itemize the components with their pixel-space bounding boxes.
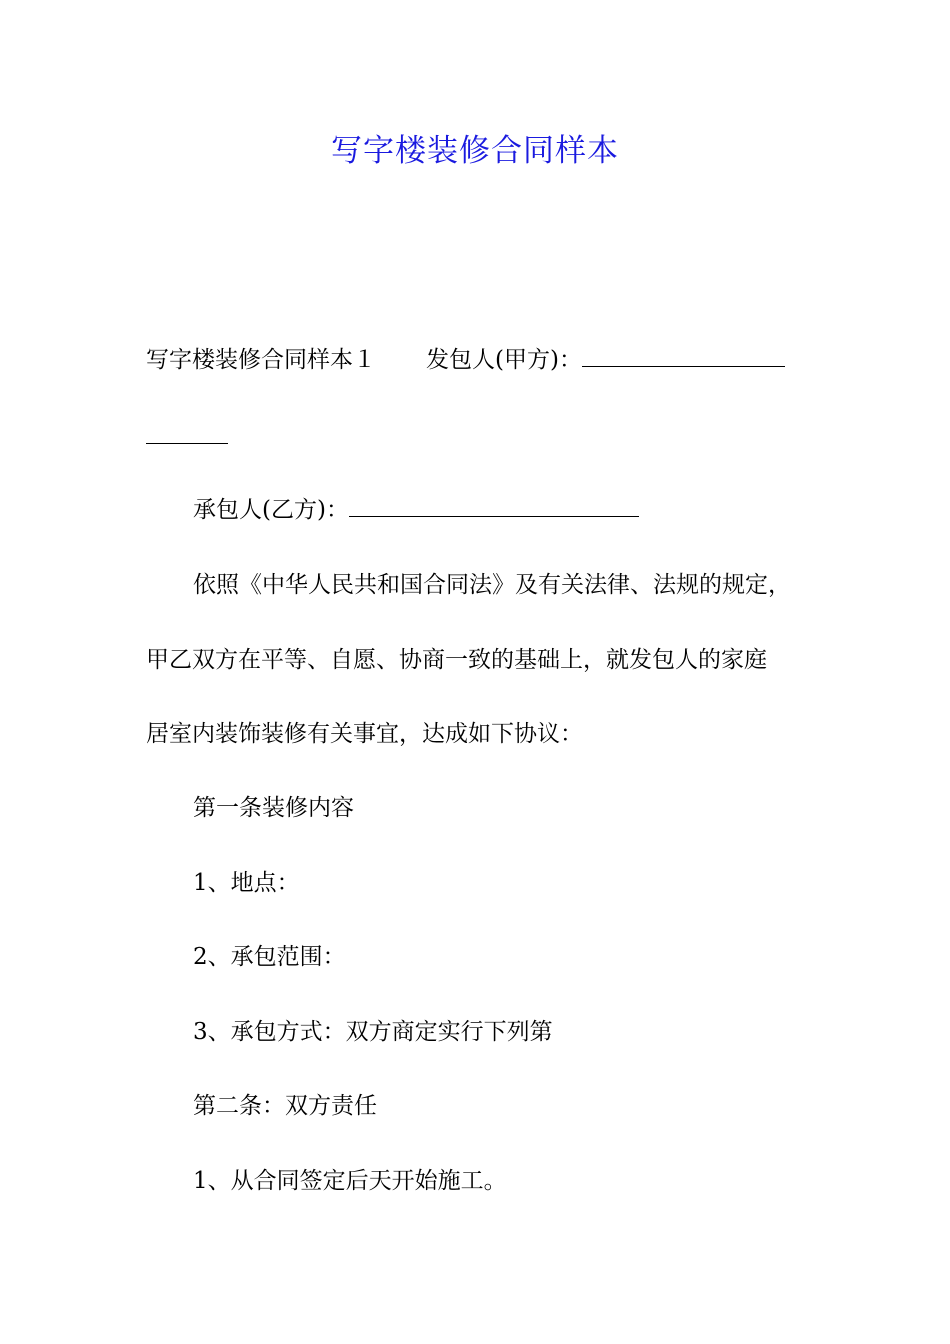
preamble-line-1: 依照《中华人民共和国合同法》及有关法律、法规的规定， bbox=[193, 572, 791, 598]
preamble-line-2: 甲乙双方在平等、自愿、协商一致的基础上，就发包人的家庭 bbox=[146, 647, 767, 673]
party-a-blank bbox=[582, 344, 785, 367]
article-1-item-location: 1、地点： bbox=[193, 870, 300, 896]
article-1-heading: 第一条装修内容 bbox=[193, 795, 354, 821]
article-1-item-scope: 2、承包范围： bbox=[193, 944, 346, 970]
party-b-blank bbox=[349, 494, 639, 517]
sample-label: 写字楼装修合同样本１ bbox=[146, 347, 376, 373]
party-b-label: 承包人(乙方)： bbox=[193, 497, 349, 523]
heading-line bbox=[146, 343, 785, 377]
party-a-blank-continued-line bbox=[146, 420, 228, 454]
article-1-item-method: 3、承包方式：双方商定实行下列第 bbox=[193, 1019, 553, 1045]
party-a-label: 发包人(甲方)： bbox=[426, 347, 582, 373]
article-2-heading: 第二条：双方责任 bbox=[193, 1093, 377, 1119]
article-2-item-start: 1、从合同签定后天开始施工。 bbox=[193, 1168, 507, 1194]
party-b-line bbox=[193, 493, 639, 527]
document-title: 写字楼装修合同样本 bbox=[331, 133, 619, 169]
preamble-line-3: 居室内装饰装修有关事宜，达成如下协议： bbox=[146, 721, 583, 747]
party-a-blank-continued bbox=[146, 421, 228, 444]
